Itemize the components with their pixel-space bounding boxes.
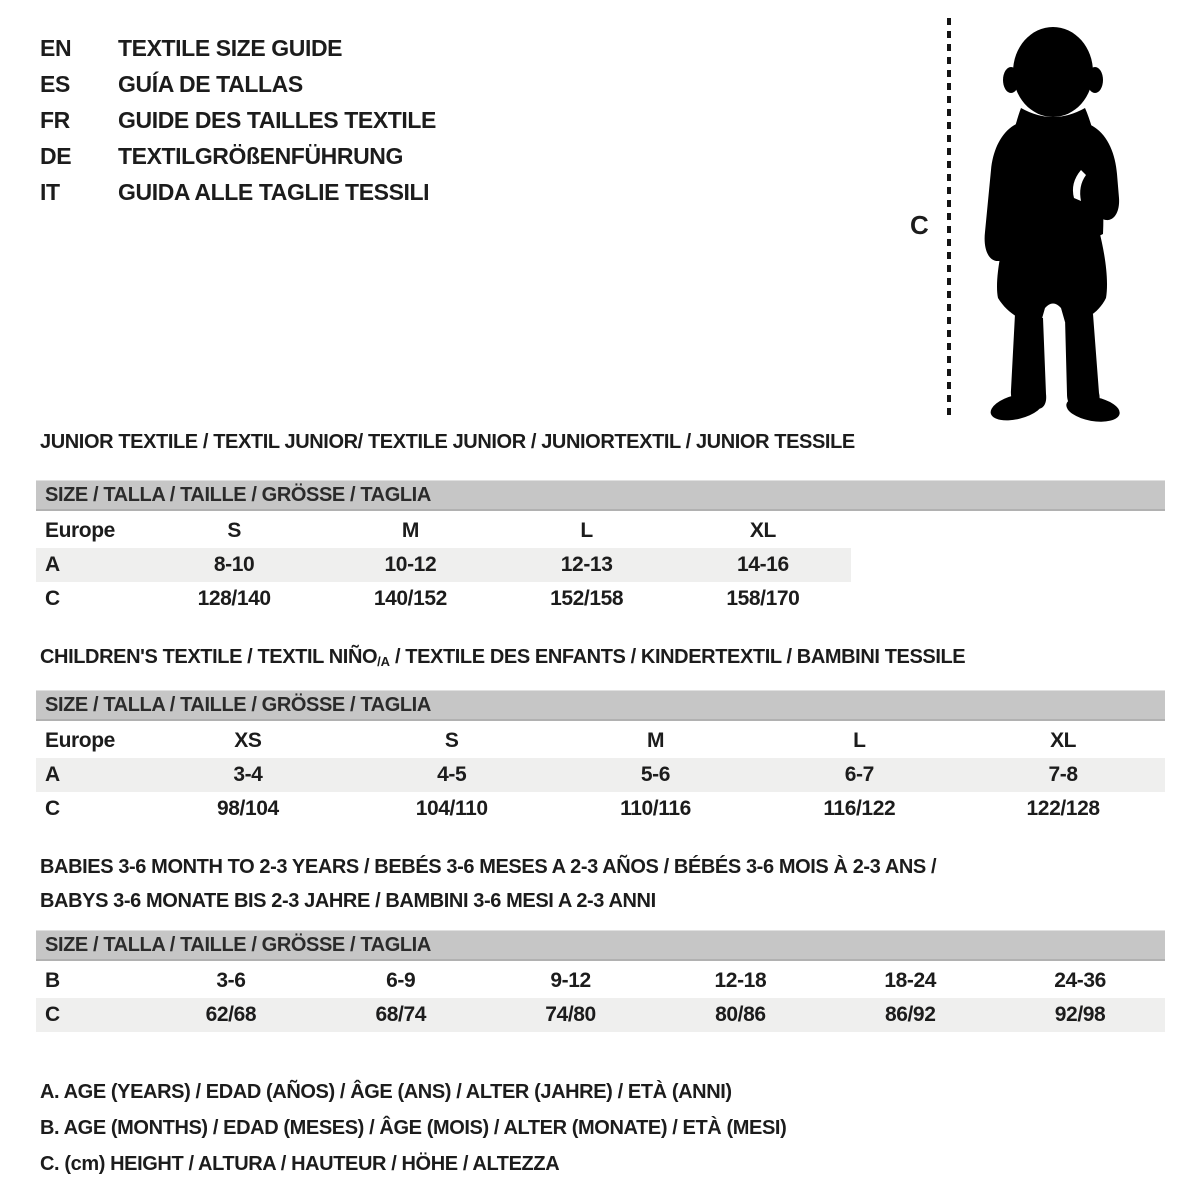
children-size-header-bar: SIZE / TALLA / TAILLE / GRÖSSE / TAGLIA <box>36 690 1165 721</box>
age-cell: 24-36 <box>1054 969 1106 992</box>
age-cell: 12-18 <box>714 969 767 992</box>
legend-line-b: B. AGE (MONTHS) / EDAD (MESES) / ÂGE (MOIS) / ALTER (MONATE) / ETÀ (MESI) <box>40 1117 787 1139</box>
size-cell: S <box>227 519 241 542</box>
height-cell: 116/122 <box>823 797 896 820</box>
section-junior-textile <box>36 430 1165 616</box>
age-cell: 7-8 <box>1048 763 1078 786</box>
table-row-europe <box>36 724 1165 758</box>
row-label: C <box>45 797 60 820</box>
table-row-age <box>36 758 1165 792</box>
age-cell: 6-7 <box>844 763 874 786</box>
language-row-es <box>40 66 436 102</box>
height-cell: 74/80 <box>545 1003 596 1026</box>
language-row-de <box>40 138 436 174</box>
language-label: GUIDE DES TAILLES TEXTILE <box>118 107 436 133</box>
height-cell: 104/110 <box>415 797 488 820</box>
height-cell: 152/158 <box>550 587 624 610</box>
children-heading-post: / TEXTILE DES ENFANTS / KINDERTEXTIL / BAMBINI TESSILE <box>389 646 966 668</box>
table-row-height <box>36 582 851 616</box>
section-babies <box>36 850 1165 1032</box>
size-cell: XL <box>749 519 776 542</box>
age-cell: 10-12 <box>384 553 437 576</box>
children-section-heading <box>36 645 1165 671</box>
language-code: ES <box>40 71 70 97</box>
height-cell: 68/74 <box>375 1003 427 1026</box>
babies-heading-line2: BABYS 3-6 MONATE BIS 2-3 JAHRE / BAMBINI 3-6 MESI A 2-3 ANNI <box>40 890 656 912</box>
height-cell: 98/104 <box>216 797 279 820</box>
table-row-europe <box>36 514 851 548</box>
children-size-table <box>36 724 1165 826</box>
age-cell: 8-10 <box>213 553 255 576</box>
table-row-height <box>36 998 1165 1032</box>
size-cell: XL <box>1050 729 1077 752</box>
age-cell: 18-24 <box>884 969 937 992</box>
legend-block <box>36 1074 1165 1182</box>
age-cell: 3-4 <box>233 763 263 786</box>
babies-section-heading <box>36 850 1165 918</box>
row-label: A <box>45 763 60 786</box>
size-cell: L <box>580 519 593 542</box>
babies-size-table <box>36 964 1165 1032</box>
junior-size-table <box>36 514 851 616</box>
age-cell: 12-13 <box>560 553 613 576</box>
height-cell: 110/116 <box>620 797 691 820</box>
table-row-age <box>36 548 851 582</box>
babies-size-header-bar: SIZE / TALLA / TAILLE / GRÖSSE / TAGLIA <box>36 930 1165 961</box>
age-cell: 3-6 <box>216 969 246 992</box>
age-cell: 9-12 <box>550 969 591 992</box>
age-cell: 14-16 <box>737 553 789 576</box>
measure-label-c: C <box>910 210 929 240</box>
size-cell: M <box>401 519 419 542</box>
age-cell: 5-6 <box>640 763 671 786</box>
row-label: B <box>45 969 60 992</box>
language-code: IT <box>40 179 60 205</box>
row-label: A <box>45 553 60 576</box>
section-children-textile <box>36 645 1165 826</box>
height-cell: 92/98 <box>1054 1003 1106 1026</box>
language-label: TEXTILGRÖßENFÜHRUNG <box>118 143 403 169</box>
language-row-it <box>40 174 436 210</box>
size-cell: XS <box>234 729 262 752</box>
junior-section-heading: JUNIOR TEXTILE / TEXTIL JUNIOR/ TEXTILE JUNIOR / JUNIORTEXTIL / JUNIOR TESSILE <box>40 431 855 453</box>
language-row-en <box>40 30 436 66</box>
row-label: C <box>45 1003 60 1026</box>
legend-line-a: A. AGE (YEARS) / EDAD (AÑOS) / ÂGE (ANS) / ALTER (JAHRE) / ETÀ (ANNI) <box>40 1081 732 1103</box>
height-cell: 122/128 <box>1026 797 1100 820</box>
language-row-fr <box>40 102 436 138</box>
language-label: GUÍA DE TALLAS <box>118 71 303 97</box>
age-cell: 4-5 <box>437 763 467 786</box>
height-cell: 140/152 <box>373 587 447 610</box>
row-label: Europe <box>45 729 115 752</box>
language-label: GUIDA ALLE TAGLIE TESSILI <box>118 179 430 205</box>
table-row-height <box>36 792 1165 826</box>
size-cell: M <box>646 729 665 752</box>
language-code: DE <box>40 143 72 169</box>
height-cell: 62/68 <box>205 1003 257 1026</box>
age-cell: 6-9 <box>386 969 416 992</box>
junior-size-header-bar: SIZE / TALLA / TAILLE / GRÖSSE / TAGLIA <box>36 480 1165 511</box>
language-label: TEXTILE SIZE GUIDE <box>118 35 343 61</box>
size-cell: L <box>853 729 866 752</box>
size-tables-content <box>36 430 1165 1182</box>
language-guide-block <box>40 30 436 210</box>
height-measure-figure <box>898 14 1158 424</box>
language-code: EN <box>40 35 72 61</box>
children-heading-pre: CHILDREN'S TEXTILE / TEXTIL NIÑO <box>40 646 378 668</box>
height-dashed-line <box>947 18 951 416</box>
height-cell: 80/86 <box>715 1003 766 1026</box>
language-code: FR <box>40 107 70 133</box>
legend-line-c: C. (cm) HEIGHT / ALTURA / HAUTEUR / HÖHE / ALTEZZA <box>40 1153 560 1175</box>
children-heading-sub: /A <box>377 654 390 669</box>
height-cell: 158/170 <box>726 587 800 610</box>
row-label: Europe <box>45 519 115 542</box>
table-row-age-months <box>36 964 1165 998</box>
row-label: C <box>45 587 60 610</box>
height-cell: 128/140 <box>197 587 271 610</box>
toddler-silhouette-icon <box>964 22 1142 422</box>
babies-heading-line1: BABIES 3-6 MONTH TO 2-3 YEARS / BEBÉS 3-6 MESES A 2-3 AÑOS / BÉBÉS 3-6 MOIS À 2-3 ANS / <box>40 856 937 878</box>
size-cell: S <box>444 729 459 752</box>
height-cell: 86/92 <box>884 1003 936 1026</box>
